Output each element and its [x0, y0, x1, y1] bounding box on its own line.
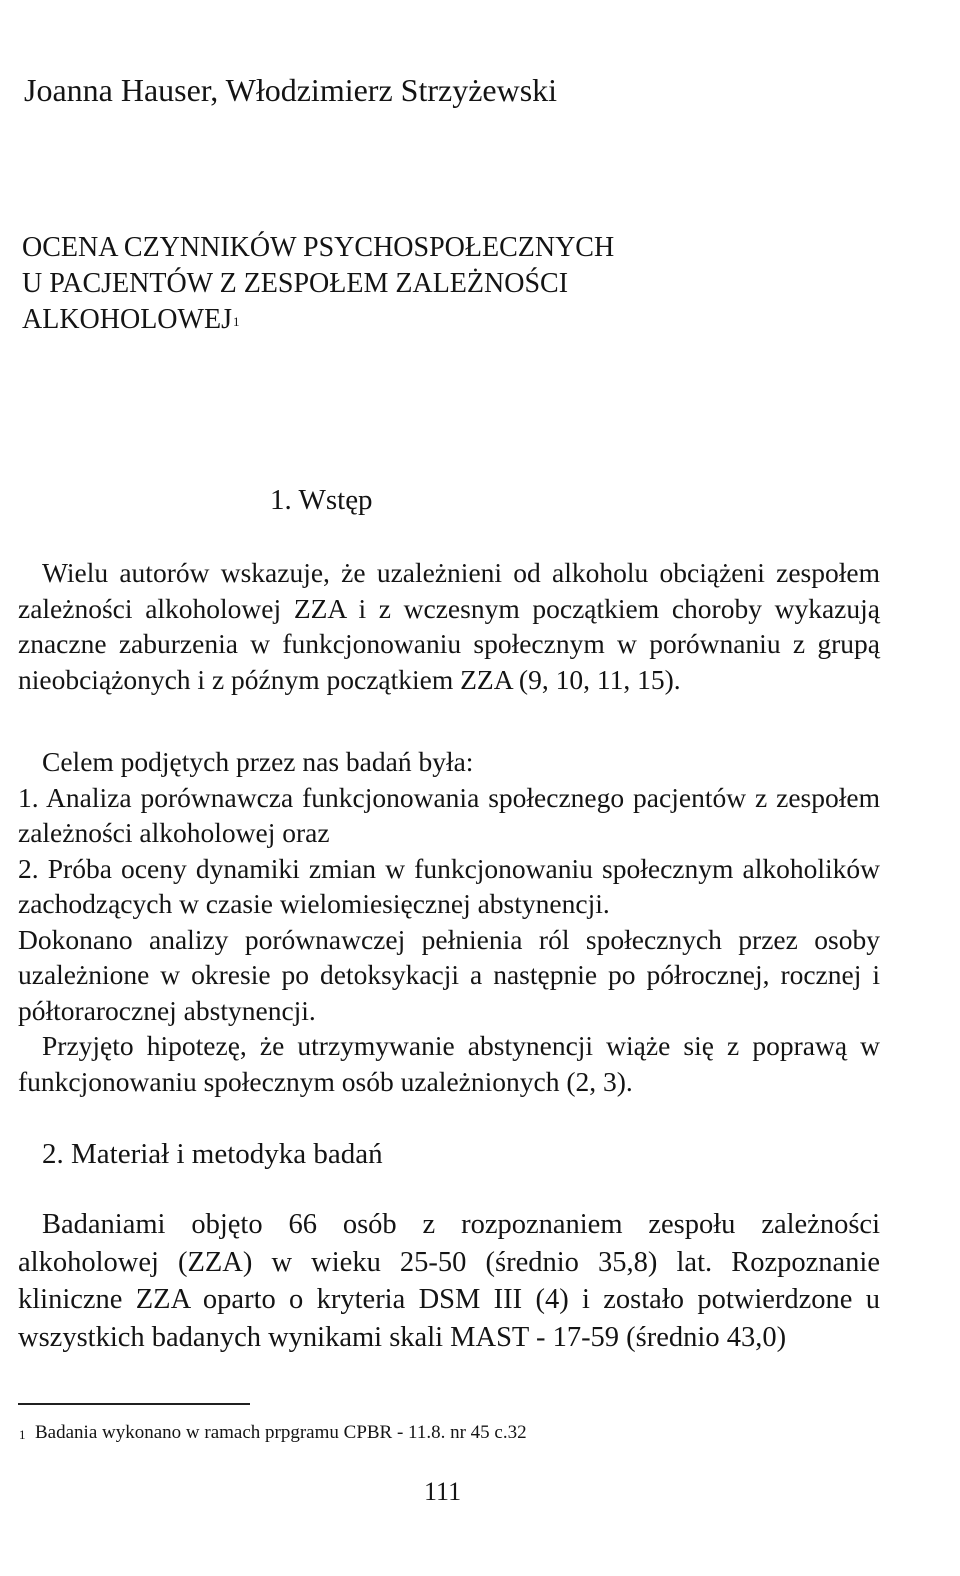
paragraph-methods: Badaniami objęto 66 osób z rozpoznaniem zespołu zależności alkoholowej (ZZA) w wieku 25-50 (średnio 35,8) lat. Rozpoznanie kliniczne ZZA oparto o kryteria DSM III (4) i zostało potwierdzone u wszystkich badanych wynikami skali MAST - 17-59 (średnio 43,0) — [18, 1209, 880, 1353]
title-line-3-text: ALKOHOLOWEJ — [22, 304, 232, 335]
paragraph-analysis: Dokonano analizy porównawczej pełnienia ról społecznych przez osoby uzależnione w okresie po detoksykacji a następnie po półrocznej, rocznej i półtorarocznej abstynencji. — [18, 923, 880, 1026]
footnote-mark: 1 — [19, 1427, 26, 1442]
aims-block — [18, 744, 880, 1099]
section-heading-methods: 2. Materiał i metodyka badań — [42, 1138, 383, 1170]
paragraph-intro: Wielu autorów wskazuje, że uzależnieni od alkoholu obciążeni zespołem zależności alkoholowej ZZA i z wczesnym początkiem choroby wykazują znaczne zaburzenia w funkcjonowaniu społecznym w porównaniu z grupą nieobciążonych i z późnym początkiem ZZA (9, 10, 11, 15). — [18, 557, 880, 695]
aims-lead: Celem podjętych przez nas badań była: — [42, 746, 474, 777]
authors: Joanna Hauser, Włodzimierz Strzyżewski — [24, 72, 558, 108]
article-title — [22, 230, 782, 338]
footnote — [18, 1420, 527, 1446]
aim-item-2: 2. Próba oceny dynamiki zmian w funkcjonowaniu społecznym alkoholików zachodzących w czasie wielomiesięcznej abstynencji. — [18, 852, 880, 919]
footnote-separator — [18, 1403, 250, 1405]
title-line-2: U PACJENTÓW Z ZESPOŁEM ZALEŻNOŚCI — [22, 268, 569, 299]
title-footnote-mark: 1 — [232, 314, 240, 329]
title-line-1: OCENA CZYNNIKÓW PSYCHOSPOŁECZNYCH — [22, 232, 615, 263]
page-number: 111 — [424, 1477, 462, 1506]
footnote-text: Badania wykonano w ramach prpgramu CPBR - 11.8. nr 45 c.32 — [35, 1422, 527, 1443]
aim-item-1: 1. Analiza porównawcza funkcjonowania społecznego pacjentów z zespołem zależności alkoholowej oraz — [18, 781, 880, 848]
section-heading-introduction: 1. Wstęp — [270, 484, 373, 516]
paragraph-hypothesis: Przyjęto hipotezę, że utrzymywanie abstynencji wiąże się z poprawą w funkcjonowaniu społecznym osób uzależnionych (2, 3). — [18, 1030, 880, 1097]
title-line-3 — [22, 302, 782, 338]
